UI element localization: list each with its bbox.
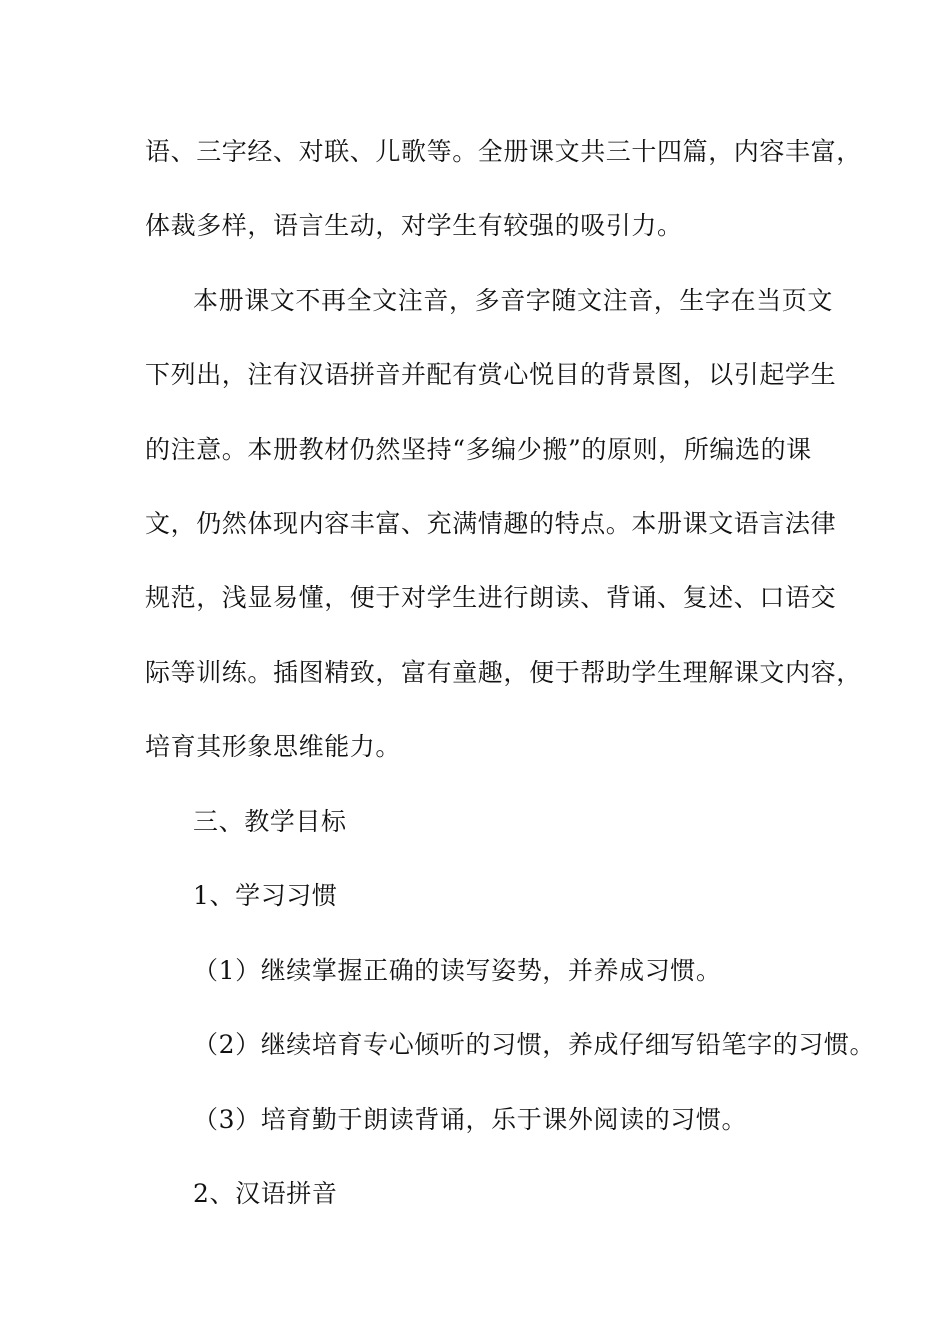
paragraph-line: 下列出，注有汉语拼音并配有赏心悦目的背景图，以引起学生 <box>145 360 837 389</box>
subsection-heading: 1、学习习惯 <box>193 881 338 910</box>
list-item: （1）继续掌握正确的读写姿势，并养成习惯。 <box>193 956 722 985</box>
section-heading: 三、教学目标 <box>193 807 347 836</box>
paragraph-line: 文，仍然体现内容丰富、充满情趣的特点。本册课文语言法律 <box>145 509 837 538</box>
paragraph-line: 体裁多样，语言生动，对学生有较强的吸引力。 <box>145 211 683 240</box>
list-item: （3）培育勤于朗读背诵，乐于课外阅读的习惯。 <box>193 1105 748 1134</box>
paragraph-line: 语、三字经、对联、儿歌等。全册课文共三十四篇，内容丰富， <box>145 137 862 166</box>
paragraph-line: 的注意。本册教材仍然坚持“多编少搬”的原则，所编选的课 <box>145 435 812 464</box>
paragraph-line: 本册课文不再全文注音，多音字随文注音，生字在当页文 <box>193 286 834 315</box>
paragraph-line: 际等训练。插图精致，富有童趣，便于帮助学生理解课文内容， <box>145 658 862 687</box>
paragraph-line: 规范，浅显易懂，便于对学生进行朗读、背诵、复述、口语交 <box>145 583 837 612</box>
paragraph-line: 培育其形象思维能力。 <box>145 732 402 761</box>
subsection-heading: 2、汉语拼音 <box>193 1179 338 1208</box>
list-item: （2）继续培育专心倾听的习惯，养成仔细写铅笔字的习惯。 <box>193 1030 876 1059</box>
